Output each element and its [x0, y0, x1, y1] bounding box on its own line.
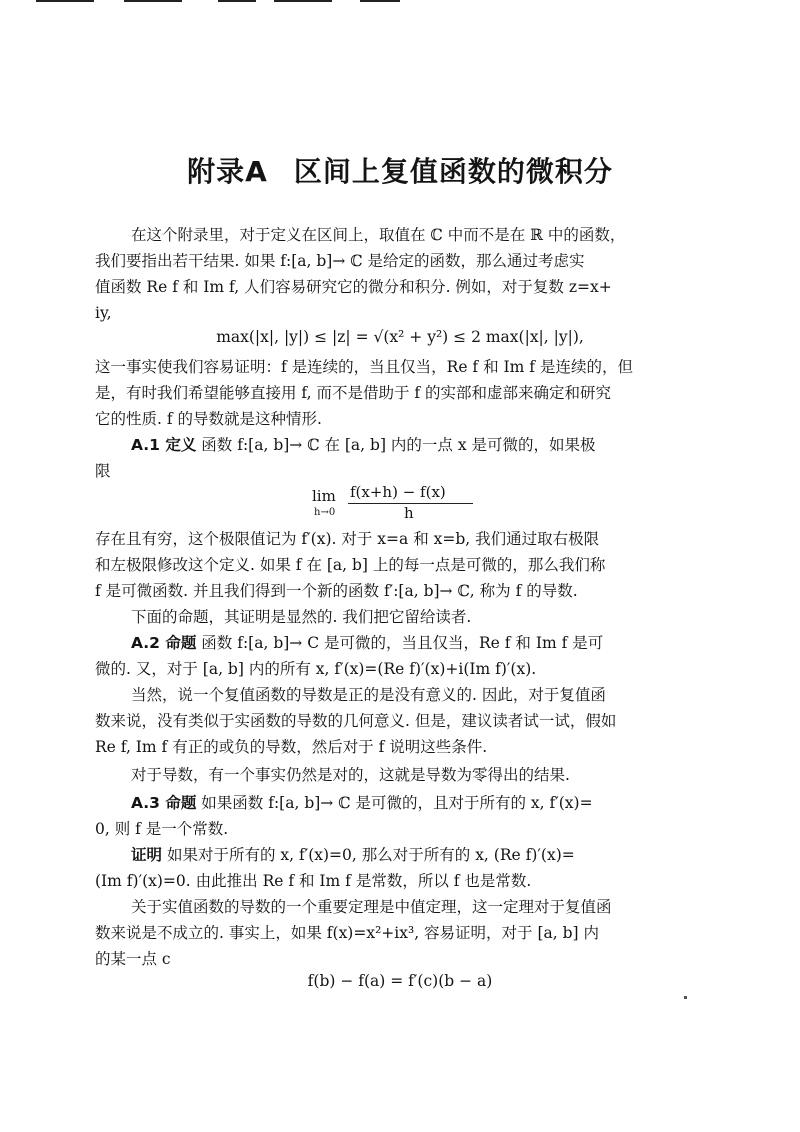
paragraph-continuity: [95, 354, 695, 432]
proposition-a2: [95, 630, 695, 682]
limit-subscript: h→0: [314, 507, 336, 518]
proof-block: [95, 842, 695, 894]
appendix-title: [0, 150, 800, 190]
proposition-a2-body: 函数 f:[a, b]→ C 是可微的，当且仅当，Re f 和 Im f 是可 微的. 又，对于 [a, b] 内的所有 x, f′(x)=(Re f)′(x)+i(Im f)′(x).: [95, 634, 604, 678]
mean-value-equation: f(b) − f(a) = f′(c)(b − a): [307, 972, 493, 990]
appendix-label: 附录A: [187, 155, 268, 188]
proposition-a3: [95, 790, 695, 842]
inequality-equation: max(|x|, |y|) ≤ |z| = √(x² + y²) ≤ 2 max(|x|, |y|),: [216, 328, 584, 346]
header-rule: [124, 0, 182, 2]
header-rule: [360, 0, 400, 2]
header-rule: [218, 0, 256, 2]
limit-numerator: f(x+h) − f(x): [350, 483, 446, 501]
definition-a1: [95, 432, 695, 484]
mean-value-text: 关于实值函数的导数的一个重要定理是中值定理，这一定理对于复值函 数来说是不成立的. 事实上，如果 f(x)=x²+ix³, 容易证明，对于 [a, b] 内 的某一点 c: [95, 898, 612, 968]
paragraph-intro: [95, 222, 695, 326]
geometric-text: 当然，说一个复值函数的导数是正的是没有意义的. 因此，对于复值函 数来说，没有类似于实函数的导数的几何意义. 但是，建议读者试一试，假如 Re f, Im f 有正的或负的导数，然后对于 f 说明这些条件.: [95, 686, 617, 756]
proposition-a3-heading: A.3 命题: [131, 794, 197, 812]
paragraph-one-fact: 对于导数，有一个事实仍然是对的，这就是导数为零得出的结果.: [131, 766, 570, 784]
derivative-text: 存在且有穷，这个极限值记为 f′(x). 对于 x=a 和 x=b, 我们通过取右极限 和左极限修改这个定义. 如果 f 在 [a, b] 上的每一点是可微的，那么我们称 f 是可微函数. 并且我们得到一个新的函数 f′:[a, b]→ ℂ, 称为 f 的导数.: [95, 530, 606, 600]
limit-expression: [310, 483, 510, 523]
proposition-a2-heading: A.2 命题: [131, 634, 197, 652]
proof-heading: 证明: [131, 846, 163, 864]
definition-a1-heading: A.1 定义: [131, 436, 197, 454]
appendix-title-text: 区间上复值函数的微积分: [293, 155, 613, 188]
header-rule: [36, 0, 94, 2]
continuity-text: 这一事实使我们容易证明：f 是连续的，当且仅当，Re f 和 Im f 是连续的，但 是，有时我们希望能够直接用 f, 而不是借助于 f 的实部和虚部来确定和研究 它的性质. f 的导数就是这种情形.: [95, 358, 633, 428]
paragraph-derivative: [95, 526, 695, 604]
scan-speck: [684, 996, 687, 999]
paragraph-mean-value: [95, 894, 695, 972]
paragraph-next: 下面的命题，其证明是显然的. 我们把它留给读者.: [131, 608, 472, 626]
header-rule: [274, 0, 332, 2]
proof-body: 如果对于所有的 x, f′(x)=0, 那么对于所有的 x, (Re f)′(x)= (Im f)′(x)=0. 由此推出 Re f 和 Im f 是常数，所以 f 也是常数.: [95, 846, 575, 890]
paragraph-geometric: [95, 682, 695, 760]
limit-denominator: h: [404, 504, 414, 522]
limit-operator: lim: [312, 487, 336, 505]
proposition-a3-body: 如果函数 f:[a, b]→ ℂ 是可微的，且对于所有的 x, f′(x)= 0, 则 f 是一个常数.: [95, 794, 593, 838]
definition-a1-body: 函数 f:[a, b]→ ℂ 在 [a, b] 内的一点 x 是可微的，如果极 限: [95, 436, 596, 480]
intro-text: 在这个附录里，对于定义在区间上，取值在 ℂ 中而不是在 ℝ 中的函数， 我们要指出若干结果. 如果 f:[a, b]→ ℂ 是给定的函数，那么通过考虑实 值函数 Re f 和 Im f, 人们容易研究它的微分和积分. 例如，对于复数 z=x+ iy,: [95, 226, 626, 322]
